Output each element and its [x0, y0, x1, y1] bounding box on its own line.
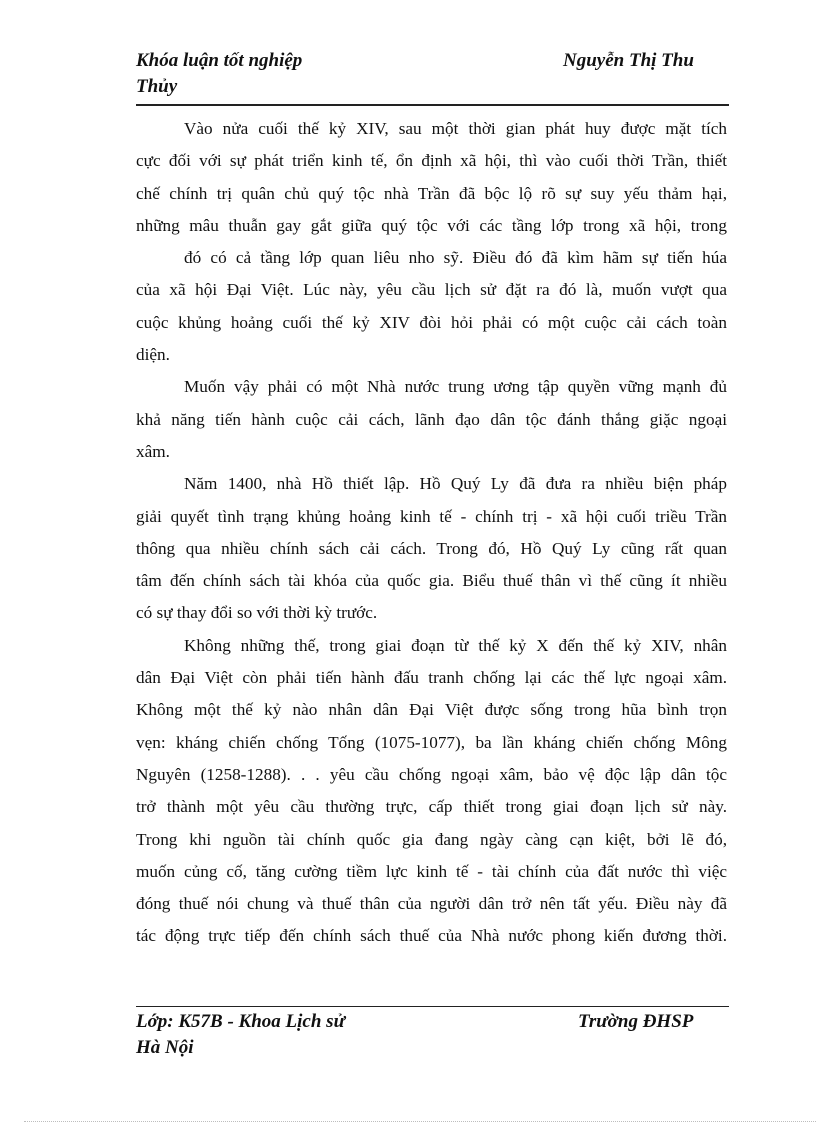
paragraph: [136, 113, 727, 371]
text-line: diện.: [136, 345, 170, 365]
text-line: Vào nửa cuối thế kỷ XIV, sau một thời gian phát huy được mặt tích: [184, 119, 727, 138]
text-line: Không những thế, trong giai đoạn từ thế kỷ X đến thế kỷ XIV, nhân: [184, 635, 727, 655]
footer-university: Trường ĐHSP: [578, 1011, 694, 1032]
text-line: đó có cả tầng lớp quan liêu nho sỹ. Điều đó đã kìm hãm sự tiến húa: [184, 248, 727, 268]
text-line: Trong khi nguồn tài chính quốc gia đang ngày càng cạn kiệt, bởi lẽ đó,: [136, 829, 727, 849]
text-line: trở thành một yêu cầu thường trực, cấp thiết trong giai đoạn lịch sử này.: [136, 797, 727, 817]
text-line: những mâu thuẫn gay gắt giữa quý tộc với các tầng lớp trong xã hội, trong: [136, 215, 727, 235]
header-thesis-title: Khóa luận tốt nghiệp: [136, 50, 303, 71]
footer-divider: [136, 1006, 729, 1007]
text-line: tác động trực tiếp đến chính sách thuế của Nhà nước phong kiến đương thời.: [136, 926, 727, 946]
text-line: Không một thế kỷ nào nhân dân Đại Việt được sống trong hũa bình trọn: [136, 700, 727, 720]
text-line: có sự thay đổi so với thời kỳ trước.: [136, 603, 378, 623]
footer-university-city: Hà Nội: [136, 1037, 194, 1058]
text-line: Nguyên (1258-1288). . . yêu cầu chống ngoại xâm, bảo vệ độc lập dân tộc: [136, 764, 727, 784]
text-line: xâm.: [136, 441, 170, 461]
text-line: tâm đến chính sách tài khóa của quốc gia. Biểu thuế thân vì thế cũng ít nhiều: [136, 571, 727, 591]
text-line: cực đối với sự phát triển kinh tế, ổn định xã hội, thì vào cuối thời Trần, thiết: [136, 151, 727, 171]
paragraph: [136, 630, 727, 953]
text-line: khả năng tiến hành cuộc cải cách, lãnh đạo dân tộc đánh thắng giặc ngoại: [136, 409, 727, 429]
text-line: đóng thuế nói chung và thuế thân của người dân trở nên tất yếu. Điều này đã: [136, 894, 727, 914]
paragraph: [136, 371, 727, 468]
header-author-name-continued: Thủy: [136, 76, 178, 97]
text-line: muốn củng cố, tăng cường tiềm lực kinh tế - tài chính của đất nước thì việc: [136, 861, 727, 881]
footer-class-department: Lớp: K57B - Khoa Lịch sử: [136, 1011, 345, 1032]
text-line: dân Đại Việt còn phải tiến hành đấu tranh chống lại các thế lực ngoại xâm.: [136, 668, 727, 688]
page-bottom-edge: [24, 1121, 816, 1122]
text-line: cuộc khủng hoảng cuối thế kỷ XIV đòi hỏi phải có một cuộc cải cách toàn: [136, 312, 727, 332]
text-line: chế chính trị quân chủ quý tộc nhà Trần đã bộc lộ rõ sự suy yếu thảm hại,: [136, 183, 727, 203]
text-line: thông qua nhiều chính sách cải cách. Trong đó, Hồ Quý Ly cũng rất quan: [136, 538, 727, 558]
text-line: giải quyết tình trạng khủng hoảng kinh tế - chính trị - xã hội cuối triều Trần: [136, 506, 727, 526]
header-author-name: Nguyễn Thị Thu: [563, 50, 694, 71]
text-line: vẹn: kháng chiến chống Tống (1075-1077), ba lần kháng chiến chống Mông: [136, 732, 727, 752]
text-line: Năm 1400, nhà Hồ thiết lập. Hồ Quý Ly đã đưa ra nhiều biện pháp: [184, 474, 727, 494]
text-line: Muốn vậy phải có một Nhà nước trung ương tập quyền vững mạnh đủ: [184, 377, 727, 397]
paragraph: [136, 468, 727, 629]
page-header: [136, 48, 729, 106]
text-line: của xã hội Đại Việt. Lúc này, yêu cầu lịch sử đặt ra đó là, muốn vượt qua: [136, 280, 727, 300]
document-body: [136, 113, 727, 953]
